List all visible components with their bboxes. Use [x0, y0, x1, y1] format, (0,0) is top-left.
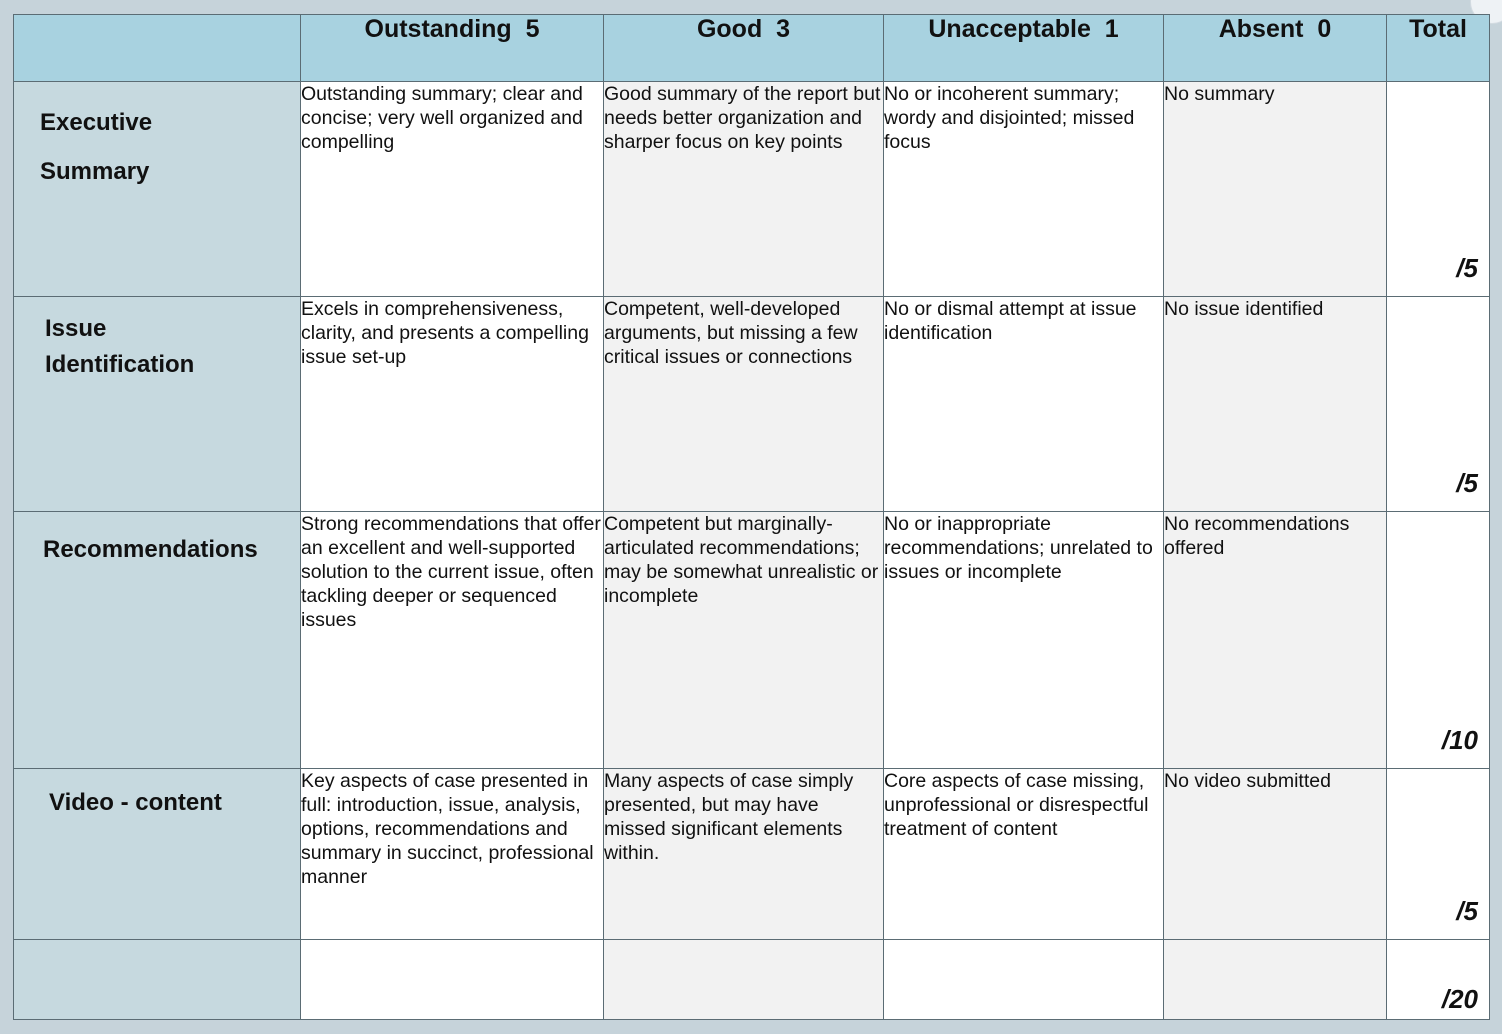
- table-row: [14, 82, 1490, 297]
- cell-unacceptable: No or incoherent summary; wordy and disjointed; missed focus: [884, 82, 1164, 297]
- table-row: [14, 297, 1490, 512]
- cell-absent: No issue identified: [1164, 297, 1387, 512]
- cell-absent: No recommendations offered: [1164, 512, 1387, 769]
- row-label: Recommendations: [14, 512, 301, 769]
- total-score: /5: [1456, 253, 1478, 283]
- header-corner: [14, 15, 301, 82]
- row-label: Video - content: [14, 769, 301, 940]
- header-outstanding: Outstanding 5: [301, 15, 604, 82]
- cell-unacceptable: [884, 940, 1164, 1020]
- cell-unacceptable: Core aspects of case missing, unprofessional or disrespectful treatment of content: [884, 769, 1164, 940]
- total-score: /10: [1441, 725, 1478, 755]
- cell-good: Many aspects of case simply presented, but may have missed significant elements within.: [604, 769, 884, 940]
- cell-outstanding: Excels in comprehensiveness, clarity, and presents a compelling issue set-up: [301, 297, 604, 512]
- cell-absent: [1164, 940, 1387, 1020]
- grand-total-score: /20: [1441, 984, 1478, 1014]
- header-unacceptable: Unacceptable 1: [884, 15, 1164, 82]
- cell-good: [604, 940, 884, 1020]
- cell-total: [1387, 512, 1490, 769]
- cell-unacceptable: No or inappropriate recommendations; unrelated to issues or incomplete: [884, 512, 1164, 769]
- cell-outstanding: Outstanding summary; clear and concise; very well organized and compelling: [301, 82, 604, 297]
- cell-good: Competent but marginally-articulated recommendations; may be somewhat unrealistic or incomplete: [604, 512, 884, 769]
- row-label: Issue Identification: [14, 297, 301, 512]
- table-row: [14, 769, 1490, 940]
- row-label: [14, 940, 301, 1020]
- cell-grand-total: [1387, 940, 1490, 1020]
- cell-unacceptable: No or dismal attempt at issue identification: [884, 297, 1164, 512]
- cell-absent: No video submitted: [1164, 769, 1387, 940]
- cell-outstanding: Strong recommendations that offer an excellent and well-supported solution to the current issue, often tackling deeper or sequenced issues: [301, 512, 604, 769]
- cell-total: [1387, 82, 1490, 297]
- total-score: /5: [1456, 468, 1478, 498]
- cell-outstanding: Key aspects of case presented in full: introduction, issue, analysis, options, recommendations and summary in succinct, professional manner: [301, 769, 604, 940]
- cell-absent: No summary: [1164, 82, 1387, 297]
- cell-good: Good summary of the report but needs better organization and sharper focus on key points: [604, 82, 884, 297]
- row-label: Executive Summary: [14, 82, 301, 297]
- header-total: Total: [1387, 15, 1490, 82]
- cell-good: Competent, well-developed arguments, but missing a few critical issues or connections: [604, 297, 884, 512]
- table-row: [14, 512, 1490, 769]
- rubric-table: [13, 14, 1490, 1020]
- total-score: /5: [1456, 896, 1478, 926]
- cell-total: [1387, 769, 1490, 940]
- cell-outstanding: [301, 940, 604, 1020]
- header-row: [14, 15, 1490, 82]
- header-absent: Absent 0: [1164, 15, 1387, 82]
- header-good: Good 3: [604, 15, 884, 82]
- cell-total: [1387, 297, 1490, 512]
- total-row: [14, 940, 1490, 1020]
